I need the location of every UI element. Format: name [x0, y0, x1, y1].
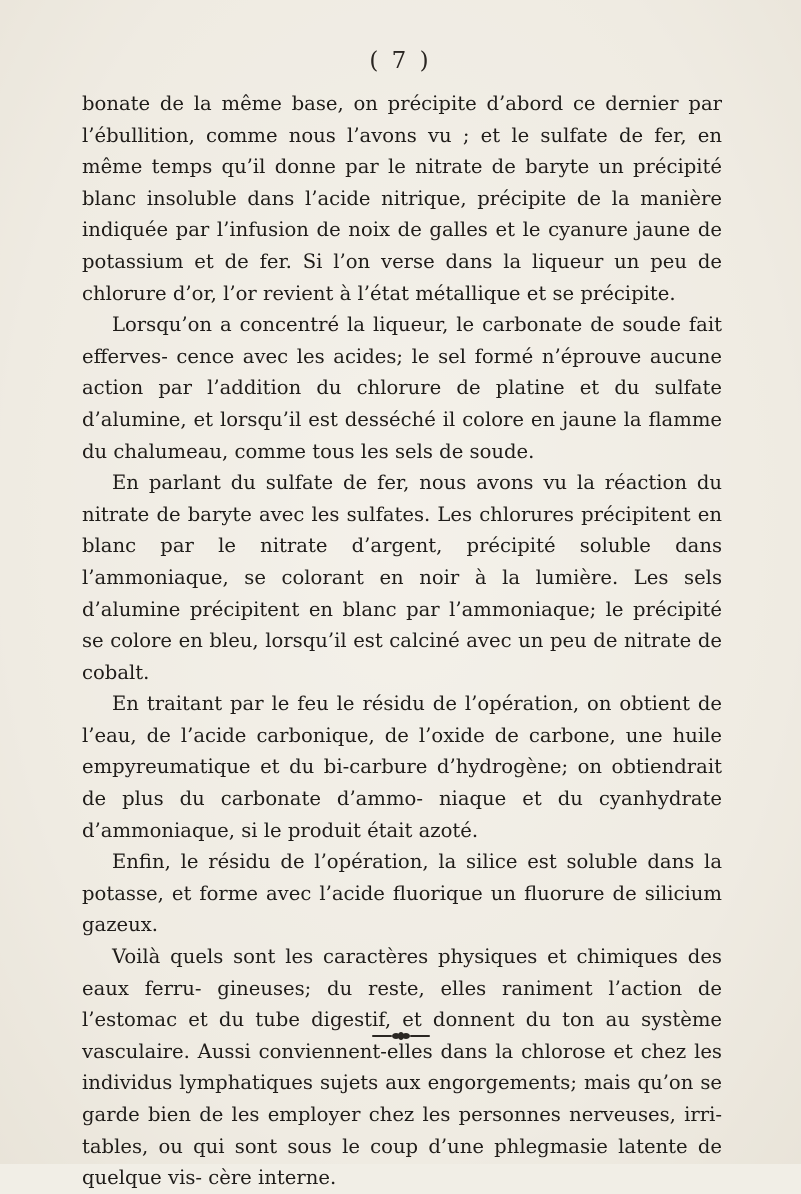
- paragraph-6: Voilà quels sont les caractères physiques et chimiques des eaux ferru- gineuses; du reste, elles raniment l’action de l’estomac et du tube digestif, et donnent du ton au système vasculaire. Aussi conviennent-elles dans la chlorose et chez les individus lymphatiques sujets aux engorgements; mais qu’on se garde bien de les employer chez les personnes nerveuses, irri- tables, ou qui sont sous le coup d’une phlegmasie latente de quelque vis- cère interne.: [82, 945, 722, 1190]
- paragraph-3: En parlant du sulfate de fer, nous avons vu la réaction du nitrate de baryte avec les sulfates. Les chlorures précipitent en blanc par le nitrate d’argent, précipité soluble dans l’ammoniaque, se colorant en noir à la lumière. Les sels d’alumine précipitent en blanc par l’ammoniaque; le précipité se colore en bleu, lorsqu’il est calciné avec un peu de nitrate de cobalt.: [82, 471, 722, 684]
- ornament-rule-icon: [371, 1029, 431, 1043]
- paragraph-2: Lorsqu’on a concentré la liqueur, le carbonate de soude fait efferves- cence avec les acides; le sel formé n’éprouve aucune action par l’addition du chlorure de platine et du sulfate d’alumine, et lorsqu’il est desséché il colore en jaune la flamme du chalumeau, comme tous les sels de soude.: [82, 313, 722, 463]
- paragraph-5: Enfin, le résidu de l’opération, la silice est soluble dans la potasse, et forme avec l’acide fluorique un fluorure de silicium gazeux.: [82, 850, 722, 937]
- paragraph-4: En traitant par le feu le résidu de l’opération, on obtient de l’eau, de l’acide carbonique, de l’oxide de carbone, une huile empyreumatique et du bi-carbure d’hydrogène; on obtiendrait de plus du carbonate d’ammo- niaque et du cyanhydrate d’ammoniaque, si le produit était azoté.: [82, 692, 722, 842]
- page-number: ( 7 ): [369, 48, 432, 74]
- paragraph-1: bonate de la même base, on précipite d’abord ce dernier par l’ébullition, comme nous l’avons vu ; et le sulfate de fer, en même temps qu’il donne par le nitrate de baryte un précipité blanc insoluble dans l’acide nitrique, précipite de la manière indiquée par l’infusion de noix de galles et le cyanure jaune de potassium et de fer. Si l’on verse dans la liqueur un peu de chlorure d’or, l’or revient à l’état métallique et se précipite.: [82, 92, 722, 305]
- end-ornament: [0, 1028, 801, 1044]
